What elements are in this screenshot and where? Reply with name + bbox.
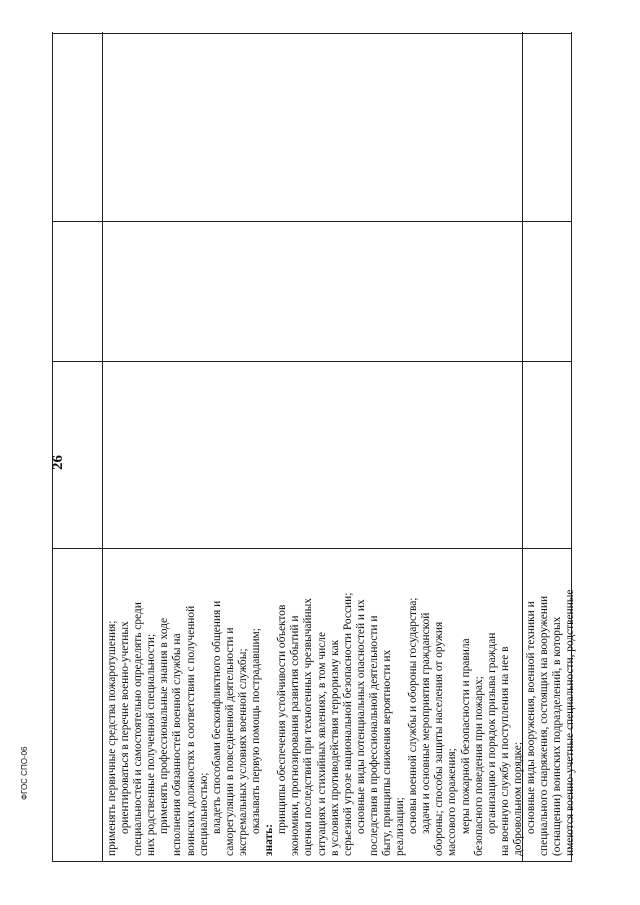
text-line: основы военной службы и обороны государства; (407, 597, 420, 834)
text-line: воинских должностях в соответствии с полученной (184, 605, 197, 856)
doc-code: ФГОС СПО-06 (20, 746, 29, 800)
text-line: организацию и порядок призыва граждан (485, 632, 498, 834)
page-number: 26 (50, 455, 66, 470)
text-line: экстремальных условиях военной службы; (236, 648, 249, 856)
text-line: оказывать первую помощь пострадавшим; (250, 628, 263, 834)
text-line: знать: (263, 824, 276, 856)
text-line: экономики, прогнозирования развития событий и (289, 615, 302, 856)
text-line: меры пожарной безопасности и правила (459, 638, 472, 834)
text-line: саморегуляции в повседневной деятельности и (223, 627, 236, 856)
table-cell-content (103, 32, 577, 862)
text-line: быту, принципы снижения вероятности их (380, 649, 393, 856)
text-line: массового поражения; (446, 748, 459, 856)
text-line: добровольном порядке; (511, 741, 524, 856)
text-line: безопасного поведения при пожарах; (472, 676, 485, 856)
text-line: владеть способами бесконфликтного общения и (210, 600, 223, 834)
text-line: последствия в профессиональной деятельности и (367, 615, 380, 856)
text-line: серьезной угрозе национальной безопасности России; (341, 592, 354, 856)
text-line: ситуациях и стихийных явлениях, в том числе (315, 631, 328, 856)
text-line: основные виды потенциальных опасностей и их (354, 599, 367, 834)
text-line: специальностей и самостоятельно определять среди (132, 602, 145, 856)
text-line: имеются военно-учетные специальности, родственные (564, 589, 577, 856)
table (52, 32, 577, 862)
text-line: основные виды вооружения, военной техники и (525, 601, 537, 834)
text-line: в условиях противодействия терроризму как (328, 639, 341, 856)
text-line: принципы обеспечения устойчивости объектов (276, 604, 289, 834)
table-row-top (53, 32, 103, 862)
text-line: реализации; (394, 797, 407, 856)
text-line: ориентироваться в перечне военно-учетных (119, 621, 132, 834)
text-line: специального снаряжения, состоящих на вооружении (538, 595, 551, 856)
text-line: применять профессиональные знания в ходе (158, 617, 171, 834)
text-line: них родственные полученной специальности; (145, 633, 158, 856)
text-line: применять первичные средства пожаротушения; (106, 620, 118, 856)
text-line: исполнения обязанностей военной службы на (171, 633, 184, 856)
text-line: специальностью; (197, 772, 210, 856)
rotated-page (52, 32, 577, 862)
text-line: обороны; способы защиты населения от оружия (433, 621, 446, 856)
text-line: задачи и основные мероприятия гражданской (420, 612, 433, 834)
text-line: оценки последствий при техногенных чрезвычайных (302, 598, 315, 856)
table-row-bottom (523, 32, 573, 862)
text-line: (оснащении) воинских подразделений, в которых (551, 616, 564, 856)
text-line: на военную службу и поступления на нее в (498, 646, 511, 856)
